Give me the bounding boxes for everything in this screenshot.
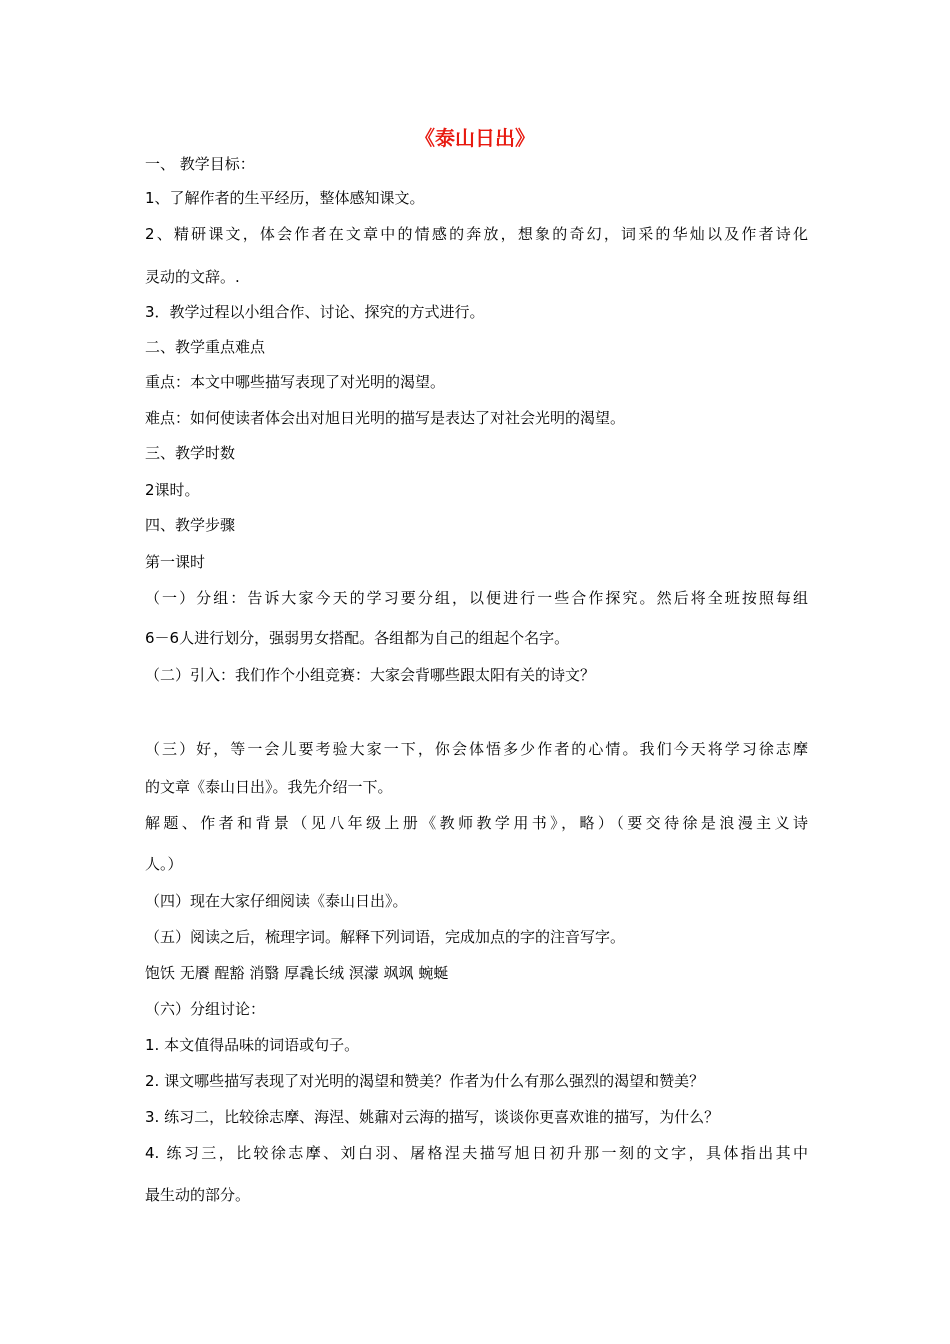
vocabulary-list: 饱饫 无餍 酲豁 消翳 厚毳长绒 溟濛 飒飒 蜿蜒 <box>145 964 449 982</box>
objective-1: 1、了解作者的生平经历，整体感知课文。 <box>145 189 425 207</box>
discussion-2: 2. 课文哪些描写表现了对光明的渴望和赞美？作者为什么有那么强烈的渴望和赞美？ <box>145 1072 705 1090</box>
step-2: （二）引入：我们作个小组竞赛：大家会背哪些跟太阳有关的诗文？ <box>145 666 596 684</box>
background-note-continued: 人。） <box>145 855 183 873</box>
hours-value: 2课时。 <box>145 481 200 499</box>
discussion-1: 1. 本文值得品味的词语或句子。 <box>145 1036 360 1054</box>
step-1-continued: 6－6人进行划分，强弱男女搭配。各组都为自己的组起个名字。 <box>145 629 570 647</box>
discussion-4-continued: 最生动的部分。 <box>145 1186 251 1204</box>
key-point: 重点：本文中哪些描写表现了对光明的渴望。 <box>145 373 446 391</box>
step-3: （三）好，等一会儿要考验大家一下，你会体悟多少作者的心情。我们今天将学习徐志摩 <box>145 740 808 758</box>
step-4: （四）现在大家仔细阅读《泰山日出》。 <box>145 892 408 910</box>
section-heading-hours: 三、教学时数 <box>145 444 236 462</box>
discussion-4: 4. 练习三，比较徐志摩、刘白羽、屠格涅夫描写旭日初升那一刻的文字，具体指出其中 <box>145 1144 808 1162</box>
discussion-3: 3. 练习二，比较徐志摩、海涅、姚鼐对云海的描写，谈谈你更喜欢谁的描写，为什么？ <box>145 1108 720 1126</box>
background-note: 解题、作者和背景（见八年级上册《教师教学用书》，略）（要交待徐是浪漫主义诗 <box>145 814 808 832</box>
step-5: （五）阅读之后，梳理字词。解释下列词语，完成加点的字的注音写字。 <box>145 928 626 946</box>
document-title: 《泰山日出》 <box>415 126 535 150</box>
section-heading-objectives: 一、 教学目标： <box>145 155 255 173</box>
objective-2: 2、精研课文，体会作者在文章中的情感的奔放，想象的奇幻，词采的华灿以及作者诗化 <box>145 225 808 243</box>
section-heading-steps: 四、教学步骤 <box>145 516 236 534</box>
objective-3: 3．教学过程以小组合作、讨论、探究的方式进行。 <box>145 303 485 321</box>
difficult-point: 难点：如何使读者体会出对旭日光明的描写是表达了对社会光明的渴望。 <box>145 409 626 427</box>
objective-2-continued: 灵动的文辞。. <box>145 268 240 286</box>
section-heading-key-points: 二、教学重点难点 <box>145 338 266 356</box>
step-1: （一）分组：告诉大家今天的学习要分组，以便进行一些合作探究。然后将全班按照每组 <box>145 589 808 607</box>
first-lesson-heading: 第一课时 <box>145 553 206 571</box>
step-3-continued: 的文章《泰山日出》。我先介绍一下。 <box>145 778 393 796</box>
step-6: （六）分组讨论： <box>145 1000 266 1018</box>
